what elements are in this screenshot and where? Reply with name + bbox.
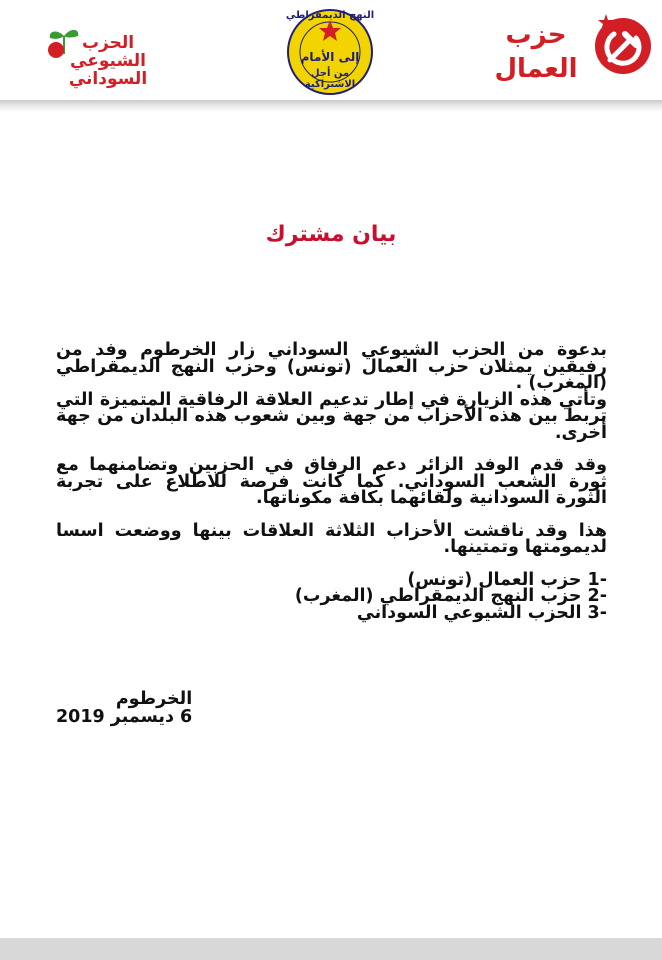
paragraph-visit-context: وتأتي هذه الزيارة في إطار تدعيم العلاقة الرفاقية المتميزة التي تربط بين هذه الأحزاب من جهة وبين شعوب هذه البلدان من جهة أخرى. <box>56 389 607 443</box>
democratic-way-middle-text: إلى الأمام <box>300 50 360 64</box>
democratic-way-logo <box>284 6 376 98</box>
signoff-place: الخرطوم <box>115 689 193 709</box>
page-title: بيان مشترك <box>265 222 397 247</box>
sudanese-party-line3: السوداني <box>68 69 148 89</box>
parties-list <box>56 569 607 623</box>
paragraph-invitation: بدعوة من الحزب الشيوعي السوداني زار الخرطوم وفد من رفيقين يمثلان حزب العمال (تونس) وحزب النهج الديمقراطي (المغرب) . <box>56 340 607 393</box>
header <box>0 0 662 100</box>
sudanese-party-line1: الحزب <box>81 33 135 53</box>
signoff-date: 6 ديسمبر 2019 <box>56 707 193 727</box>
sudanese-party-line2: الشيوعي <box>70 51 146 71</box>
workers-party-line1: حزب <box>505 20 567 50</box>
workers-party-name <box>476 18 596 86</box>
paragraph-discussion: هذا وقد ناقشت الأحزاب الثلاثة العلاقات بينها ووضعت اسسا لديمومتها وتمتينها. <box>56 520 607 557</box>
sudanese-communist-party-logo <box>44 24 154 99</box>
democratic-way-bottom-text: من أجل الاشتراكية <box>304 68 356 90</box>
hammer-sickle-icon <box>592 10 654 80</box>
list-item: -2 حزب النهج الديمقراطي (المغرب) <box>294 586 607 606</box>
list-item: -1 حزب العمال (تونس) <box>407 569 607 590</box>
footer-bar <box>0 938 662 960</box>
democratic-way-top-text: النهج الديمقراطي <box>285 10 375 21</box>
workers-party-logo <box>479 8 654 93</box>
sudanese-party-name <box>62 34 154 88</box>
workers-party-line2: العمال <box>494 54 578 84</box>
signoff <box>56 690 192 726</box>
list-item: -3 الحزب الشيوعي السوداني <box>356 602 607 623</box>
header-divider <box>0 100 662 112</box>
statement-body <box>56 342 607 621</box>
paragraph-support: وقد قدم الوفد الزائر دعم الرفاق في الحزبين وتضامنهما مع ثورة الشعب السوداني. كما كانت فرصة للاطلاع على تجربة الثورة السودانية ولقائهما بكافة مكوناتها. <box>56 455 607 508</box>
